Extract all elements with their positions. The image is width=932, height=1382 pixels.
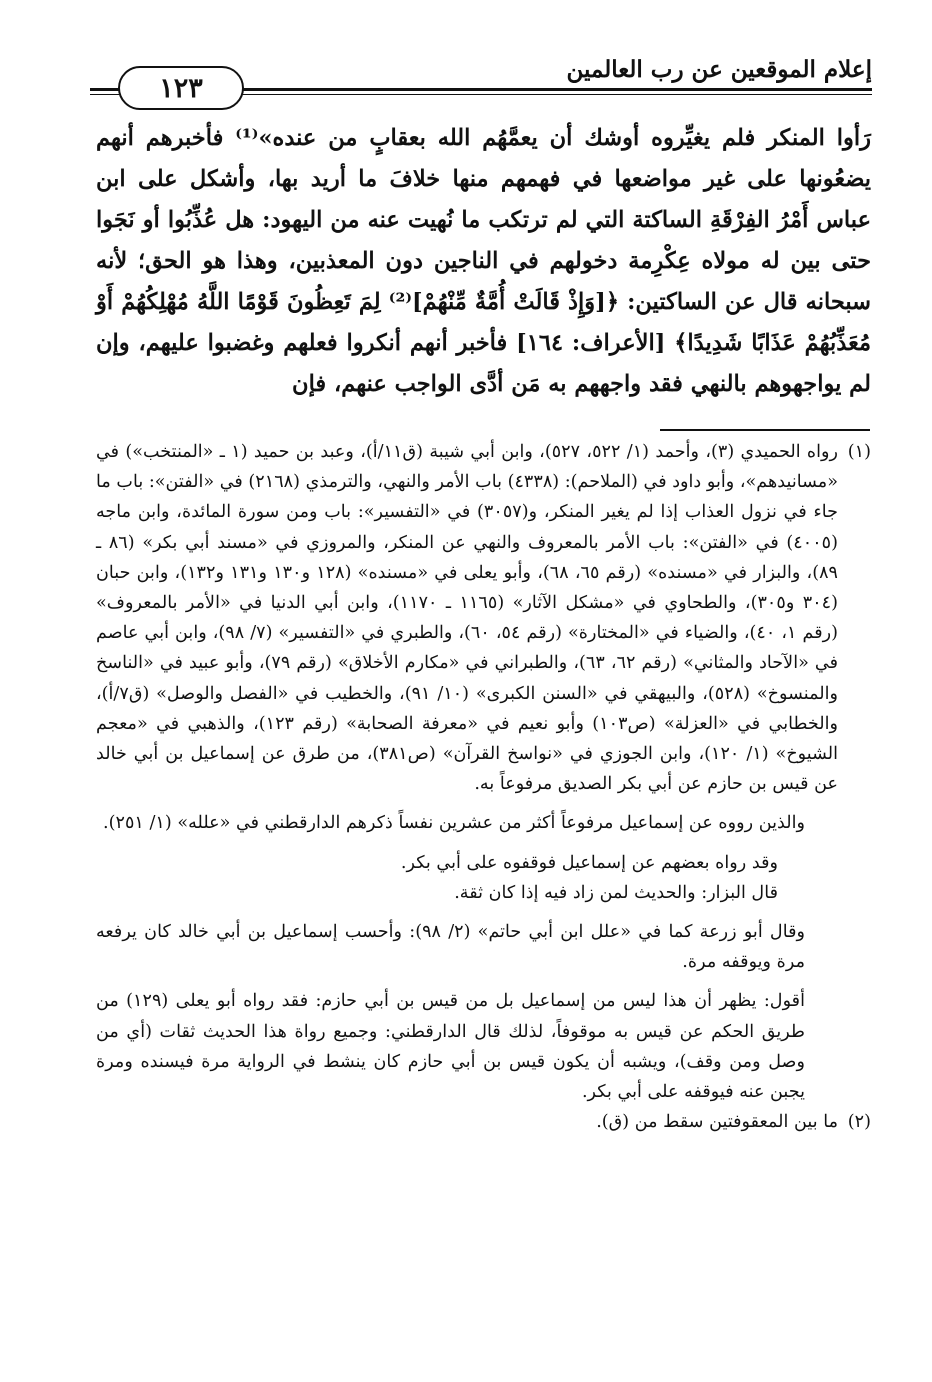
main-text-block (96, 118, 871, 405)
footnote-1-para-2: والذين رووه عن إسماعيل مرفوعاً أكثر من عشرين نفساً ذكرهم الدارقطني في «علله» (١/ ٢٥١). (103, 813, 805, 834)
page-header (90, 48, 872, 110)
footnote-1-para-3a: وقد رواه بعضهم عن إسماعيل فوقفوه على أبي بكر. (400, 852, 778, 873)
footnote-2-number: (٢) (847, 1112, 871, 1133)
footnotes-section (96, 437, 871, 1137)
footnote-1-para-3b: قال البزار: والحديث لمن زاد فيه إذا كان ثقة. (454, 882, 778, 903)
footnote-2-text: ما بين المعقوفتين سقط من (ق). (596, 1112, 838, 1133)
footnote-2 (96, 1107, 871, 1137)
footnote-1-para-5: أقول: يظهر أن هذا ليس من إسماعيل بل من قيس بن أبي حازم: فقد رواه أبو يعلى (١٢٩) من طريق الحكم عن قيس به موقوفاً، لذلك قال الدارقطني: وجميع رواة هذا الحديث ثقات (أي من وصل ومن وقف)، ويشبه أن يكون قيس بن أبي حازم كان ينشط في الرواية مرة فيسنده ومرة يجبن عنه فيوقفه على أبي بكر. (96, 991, 805, 1103)
running-title: إعلام الموقعين عن رب العالمين (566, 56, 872, 83)
footnote-1-text: رواه الحميدي (٣)، وأحمد (١/ ٥٢٢، ٥٢٧)، وابن أبي شيبة (ق١١/أ)، وعبد بن حميد (١ ـ «المنتخب») في «مسانيدهم»، وأبو داود في (الملاحم): (٤٣٣٨) باب الأمر والنهي، والترمذي (٢١٦٨) في «الفتن»: باب ما جاء في نزول العذاب إذا لم يغير المنكر، و(٣٠٥٧) في «التفسير»: باب ومن سورة المائدة، وابن ماجه (٤٠٠٥) في «الفتن»: باب الأمر بالمعروف والنهي عن المنكر، والمروزي في «مسند أبي بكر» (٨٦ ـ ٨٩)، والبزار في «مسنده» (رقم ٦٥، ٦٨)، وأبو يعلى في «مسنده» (١٢٨ و١٣٠ و١٣١ و١٣٢)، وابن حبان (٣٠٤ و٣٠٥)، والطحاوي في «مشكل الآثار» (١١٦٥ ـ ١١٧٠)، وابن أبي الدنيا في «الأمر بالمعروف» (رقم ١، ٤٠)، والضياء في «المختارة» (رقم ٥٤، ٦٠)، والطبري في «التفسير» (٧/ ٩٨)، وابن أبي عاصم في «الآحاد والمثاني» (رقم ٦٢، ٦٣)، والطبراني في «مكارم الأخلاق» (رقم ٧٩)، وأبو عبيد في «الناسخ والمنسوخ» (٥٢٨)، والبيهقي في «السنن الكبرى» (١٠/ ٩١)، والخطيب في «الفصل والوصل» (ق٧/أ)، والخطابي في «العزلة» (ص١٠٣) وأبو نعيم في «معرفة الصحابة» (رقم ١٢٣)، والذهبي في «معجم الشيوخ» (١/ ١٢٠)، وابن الجوزي في «نواسخ القرآن» (ص٣٨١)، من طرق عن إسماعيل بن أبي خالد عن قيس بن حازم عن أبي بكر الصديق مرفوعاً به. (96, 442, 839, 795)
page-number: ١٢٣ (159, 72, 203, 104)
footnote-1-para-4: وقال أبو زرعة كما في «علل ابن أبي حاتم» (٢/ ٩٨): وأحسب إسماعيل بن أبي خالد كان يرفعه مرة ويوقفه مرة. (96, 922, 805, 973)
footnote-divider (660, 429, 870, 431)
footnote-1-number: (١) (847, 442, 871, 462)
page-number-badge (118, 66, 244, 110)
main-paragraph: رَأوا المنكر فلم يغيِّروه أوشك أن يعمَّهُم الله بعقابٍ من عنده»⁽¹⁾ فأخبرهم أنهم يضعُونها على غير مواضعها في فهمهم منها خلافَ ما أريد بها، وأشكل على ابن عباس أَمْرُ الفِرْقَةِ الساكتة التي لم ترتكب ما نُهيت عنه من اليهود: هل عُذِّبُوا أو نَجَوا حتى بين له مولاه عِكْرِمة دخولهم في الناجين دون المعذبين، وهذا هو الحق؛ لأنه سبحانه قال عن الساكتين: ﴿[وَإِذْ قَالَتْ أُمَّةٌ مِّنْهُمْ]⁽²⁾ لِمَ تَعِظُونَ قَوْمًا اللَّهُ مُهْلِكُهُمْ أَوْ مُعَذِّبُهُمْ عَذَابًا شَدِيدًا﴾ [الأعراف: ١٦٤] فأخبر أنهم أنكروا فعلهم وغضبوا عليهم، وإن لم يواجهوهم بالنهي فقد واجههم به مَن أدَّى الواجب عنهم، فإن (96, 125, 871, 397)
footnote-1 (96, 437, 871, 1107)
